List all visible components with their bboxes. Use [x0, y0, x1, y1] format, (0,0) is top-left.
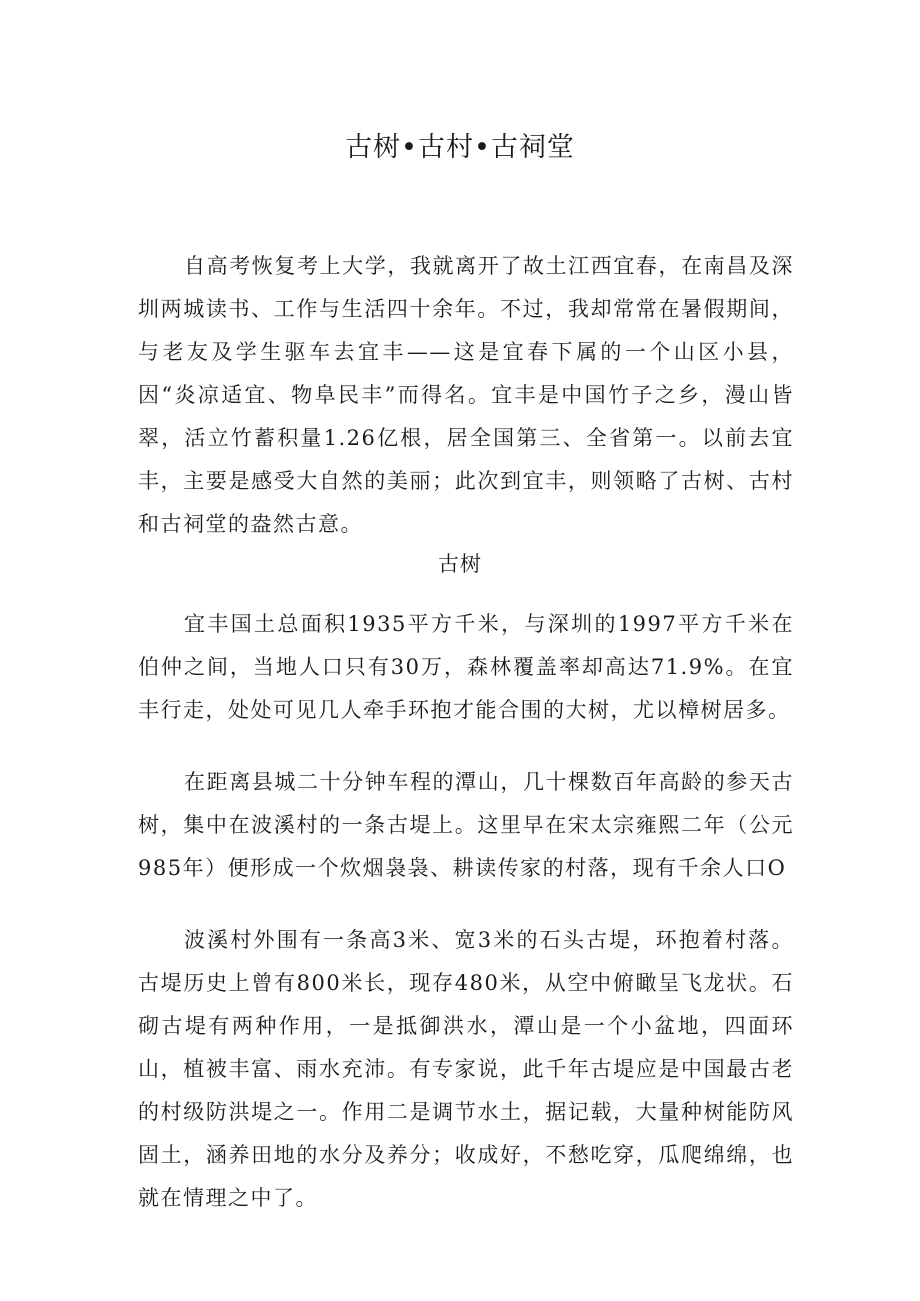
body-paragraph-3: 波溪村外围有一条高3米、宽3米的石头古堤，环抱着村落。古堤历史上曾有800米长，现存480米，从空中俯瞰呈飞龙状。石砌古堤有两种作用，一是抵御洪水，潭山是一个小盆地，四面环山，植被丰富、雨水充沛。有专家说，此千年古堤应是中国最古老的村级防洪堤之一。作用二是调节水土，据记载，大量种树能防风固土，涵养田地的水分及养分；收成好，不愁吃穿，瓜爬绵绵，也就在情理之中了。 — [138, 928, 794, 1210]
section-heading: 古树 — [438, 552, 482, 576]
intro-paragraph: 自高考恢复考上大学，我就离开了故土江西宜春，在南昌及深圳两城读书、工作与生活四十余年。不过，我却常常在暑假期间，与老友及学生驱车去宜丰——这是宜春下属的一个山区小县，因“炎凉适宜、物阜民丰”而得名。宜丰是中国竹子之乡，漫山皆翠，活立竹蓄积量1.26亿根，居全国第三、全省第一。以前去宜丰，主要是感受大自然的美丽；此次到宜丰，则领略了古树、古村和古祠堂的盎然古意。 — [138, 254, 794, 536]
document-title: 古树•古村•古祠堂 — [345, 132, 575, 163]
body-paragraph-1: 宜丰国土总面积1935平方千米，与深圳的1997平方千米在伯仲之间，当地人口只有30万，森林覆盖率却高达71.9%。在宜丰行走，处处可见几人牵手环抱才能合围的大树，尤以樟树居多。 — [138, 612, 794, 722]
body-paragraph-2: 在距离县城二十分钟车程的潭山，几十棵数百年高龄的参天古树，集中在波溪村的一条古堤上。这里早在宋太宗雍熙二年（公元985年）便形成一个炊烟袅袅、耕读传家的村落，现有千余人口O — [138, 770, 794, 880]
